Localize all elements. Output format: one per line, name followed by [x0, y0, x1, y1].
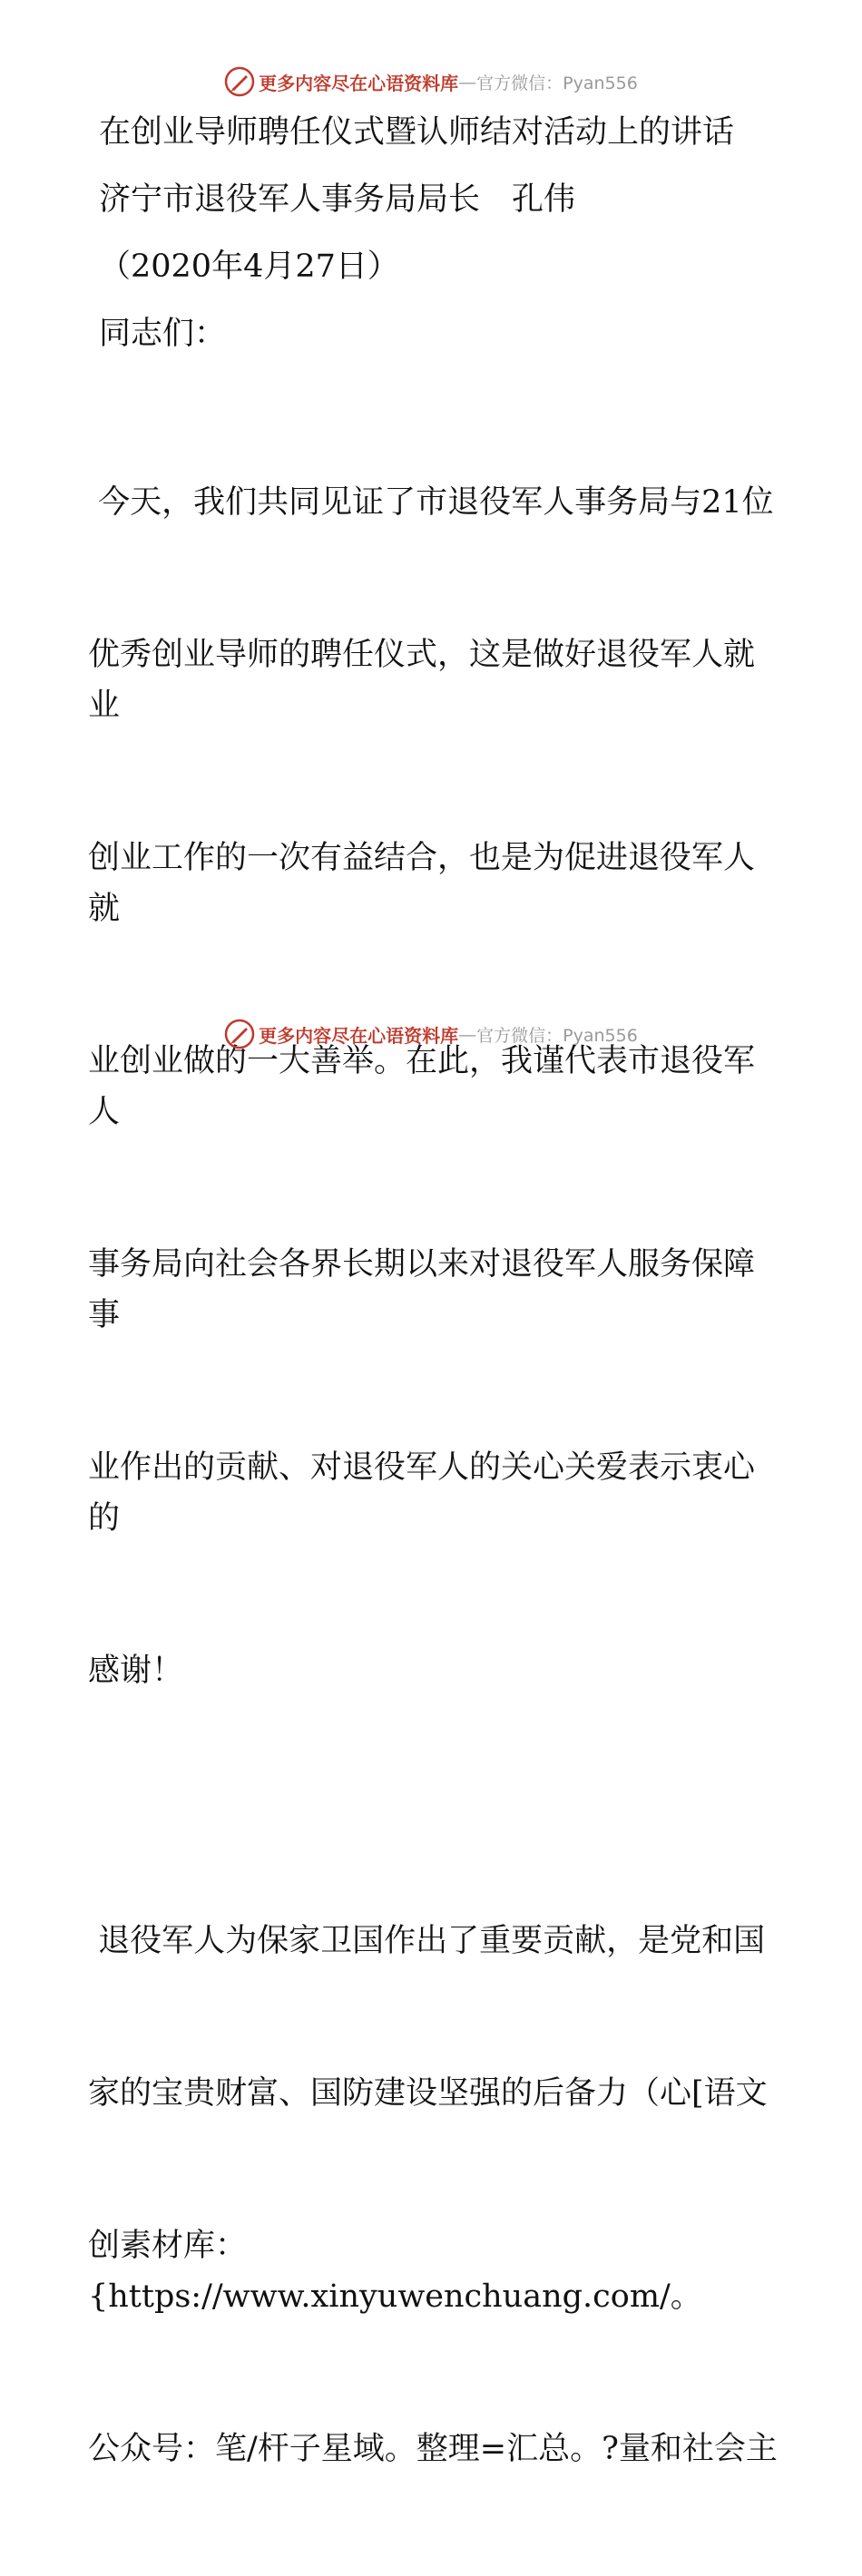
watermark-sub-text: 官方微信：Pyan556	[476, 1025, 638, 1046]
paragraph-line: 事务局向社会各界长期以来对退役军人服务保障事	[88, 1246, 756, 1333]
salutation: 同志们：	[99, 316, 227, 352]
watermark-sub-text: 官方微信：Pyan556	[476, 73, 638, 93]
paragraph-line: 业创业做的一大善举。在此，我谨代表市退役军人	[88, 1043, 756, 1130]
paragraph-line: 今天，我们共同见证了市退役军人事务局与21位	[88, 484, 774, 521]
watermark-banner-top	[0, 63, 862, 100]
paragraph-1	[88, 376, 778, 1798]
date-line: （2020年4月27日）	[99, 249, 399, 285]
paragraph-line: 优秀创业导师的聘任仪式，这是做好退役军人就业	[88, 637, 756, 724]
watermark-main-text: 更多内容尽在心语资料库	[259, 72, 459, 94]
document-body	[88, 107, 778, 2576]
watermark-dash: —	[458, 1023, 477, 1045]
paragraph-line: 家的宝贵财富、国防建设坚强的后备力（心[语文	[88, 2075, 768, 2112]
watermark-dash: —	[458, 71, 477, 93]
paragraph-line: 业作出的贡献、对退役军人的关心关爱表示衷心的	[88, 1449, 756, 1537]
paragraph-line: 感谢！	[88, 1653, 184, 1689]
document-title: 在创业导师聘任仪式暨认师结对活动上的讲话	[99, 114, 735, 151]
quill-pen-logo-icon	[224, 66, 255, 97]
paragraph-line: 创素材库：{https://www.xinyuwenchuang.com/。	[88, 2228, 702, 2315]
watermark-banner-bottom	[0, 1016, 862, 1052]
speaker-line: 济宁市退役军人事务局局长 孔伟	[99, 181, 576, 218]
paragraph-line: 创业工作的一次有益结合，也是为促进退役军人就	[88, 840, 756, 927]
paragraph-line: 退役军人为保家卫国作出了重要贡献，是党和国	[88, 1923, 766, 1959]
quill-pen-logo-icon	[224, 1019, 255, 1049]
paragraph-line: 公众号：笔/杆子星域。整理=汇总。?量和社会主	[88, 2431, 778, 2467]
paragraph-2	[88, 1814, 778, 2576]
watermark-main-text: 更多内容尽在心语资料库	[259, 1024, 459, 1047]
